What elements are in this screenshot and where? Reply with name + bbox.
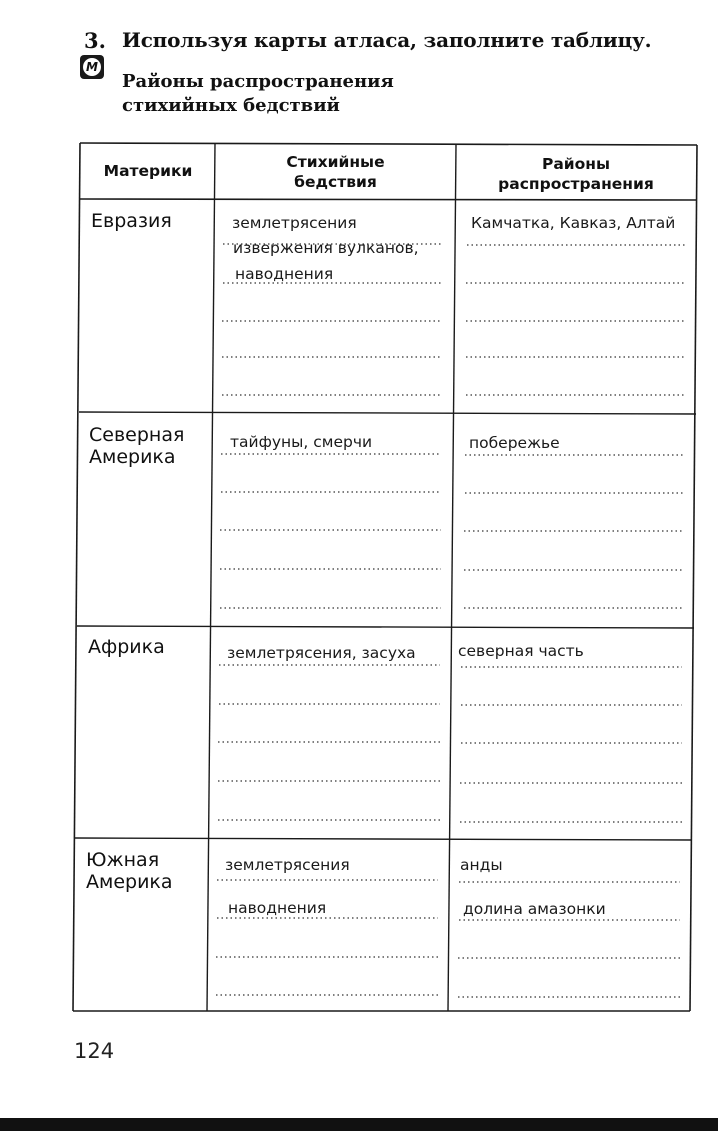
table-title (122, 70, 482, 118)
table-title-line1: Районы распространения (122, 71, 394, 92)
continent-label-line2: Америка (86, 871, 173, 893)
region-entry: анды (460, 856, 503, 874)
header-continents: Материки (103, 162, 193, 180)
table-title-line2: стихийных бедствий (122, 95, 340, 116)
disaster-entry: наводнения (228, 899, 327, 917)
task-instruction: Используя карты атласа, заполните таблицу. (122, 28, 652, 52)
region-entry: Камчатка, Кавказ, Алтай (471, 214, 676, 232)
header-disasters (218, 152, 453, 192)
disaster-entry: извержения вулканов, (233, 239, 419, 257)
disaster-entry: землетрясения (225, 856, 350, 874)
continent-label-line2: Америка (89, 446, 176, 468)
region-entry: побережье (469, 434, 560, 452)
header-disasters-line1: Стихийные (286, 153, 385, 171)
continent-label: Африка (88, 636, 165, 658)
disaster-entry: землетрясения (232, 214, 357, 232)
header-regions-line1: Районы (541, 155, 611, 173)
continent-label: Евразия (91, 210, 172, 232)
map-badge-letter: М (83, 58, 101, 76)
header-regions-line2: распространения (498, 175, 654, 193)
continent-eurasia (91, 210, 172, 232)
continent-north-america (89, 424, 184, 468)
disaster-entry: тайфуны, смерчи (230, 433, 373, 451)
header-disasters-line2: бедствия (294, 173, 377, 191)
region-entry: долина амазонки (463, 900, 606, 918)
disaster-entry: землетрясения, засуха (227, 644, 416, 662)
page-number: 124 (74, 1039, 115, 1063)
continent-label-line1: Северная (89, 424, 185, 446)
scan-edge (0, 1118, 718, 1131)
task-number: 3. (84, 28, 106, 53)
map-badge-icon (80, 55, 104, 79)
header-regions (458, 154, 694, 194)
region-entry: северная часть (458, 642, 584, 660)
continent-south-america (86, 849, 173, 893)
continent-label-line1: Южная (86, 849, 160, 871)
disaster-entry: наводнения (235, 265, 334, 283)
continent-africa (88, 636, 165, 658)
